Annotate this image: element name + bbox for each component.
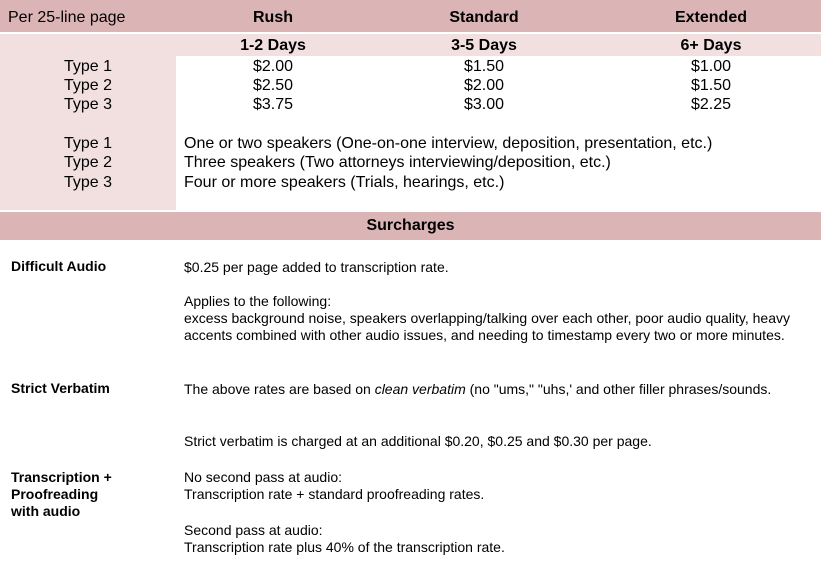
price-cell: $1.50 <box>690 77 732 94</box>
type-description: One or two speakers (One-on-one interview, deposition, presentation, etc.) <box>184 135 713 152</box>
days-standard: 3-5 Days <box>451 37 517 54</box>
proofreading-label-line1: Transcription + <box>11 469 112 485</box>
strict-verbatim-label: Strict Verbatim <box>11 380 110 396</box>
sv-text-before: The above rates are based on <box>184 381 375 397</box>
price-cell: $1.00 <box>690 58 732 75</box>
proofreading-label-line3: with audio <box>11 503 81 519</box>
rate-type-label: Type 2 <box>63 77 113 94</box>
strict-verbatim-charge: Strict verbatim is charged at an additional $0.20, $0.25 and $0.30 per page. <box>184 433 652 449</box>
difficult-audio-applies: Applies to the following: <box>184 293 332 309</box>
price-cell: $3.00 <box>463 96 505 113</box>
price-cell: $2.00 <box>463 77 505 94</box>
price-cell: $1.50 <box>463 58 505 75</box>
days-extended: 6+ Days <box>680 37 742 54</box>
difficult-audio-rate: $0.25 per page added to transcription rate. <box>184 259 449 275</box>
difficult-audio-label: Difficult Audio <box>11 258 107 274</box>
days-row <box>176 34 821 56</box>
price-cell: $2.25 <box>690 96 732 113</box>
price-cell: $2.50 <box>252 77 294 94</box>
corner-label: Per 25-line page <box>8 9 126 26</box>
type-desc-label: Type 2 <box>63 154 113 171</box>
price-cell: $2.00 <box>252 58 294 75</box>
column-rush: Rush <box>253 9 293 26</box>
proofreading-no-pass-title: No second pass at audio: <box>184 469 342 485</box>
price-cell: $3.75 <box>252 96 294 113</box>
proofreading-label-line2: Proofreading <box>11 486 99 502</box>
column-standard: Standard <box>449 9 519 26</box>
rate-type-label: Type 1 <box>63 58 113 75</box>
proofreading-label <box>11 469 171 520</box>
column-extended: Extended <box>674 9 747 26</box>
header-row <box>0 0 821 34</box>
type-description: Three speakers (Two attorneys interviewing/deposition, etc.) <box>184 154 611 171</box>
proofreading-second-pass-title: Second pass at audio: <box>184 522 323 538</box>
proofreading-no-pass-rate: Transcription rate + standard proofreading rates. <box>184 486 485 502</box>
proofreading-second-pass-rate: Transcription rate plus 40% of the transcription rate. <box>184 539 505 555</box>
strict-verbatim-basis <box>184 381 814 398</box>
type-description: Four or more speakers (Trials, hearings, etc.) <box>184 174 505 191</box>
days-rush: 1-2 Days <box>240 37 306 54</box>
rate-type-label: Type 3 <box>63 96 113 113</box>
sv-text-italic: clean verbatim <box>374 381 466 397</box>
type-desc-label: Type 3 <box>63 174 113 191</box>
type-desc-label: Type 1 <box>63 135 113 152</box>
sv-text-after: (no "ums," "uhs,' and other filler phrases/sounds. <box>465 381 772 397</box>
difficult-audio-conditions: excess background noise, speakers overlapping/talking over each other, poor audio quality, heavy accents combined with other audio issues, and needing to timestamp every two or more minutes. <box>184 310 791 343</box>
surcharges-header: Surcharges <box>0 210 821 240</box>
